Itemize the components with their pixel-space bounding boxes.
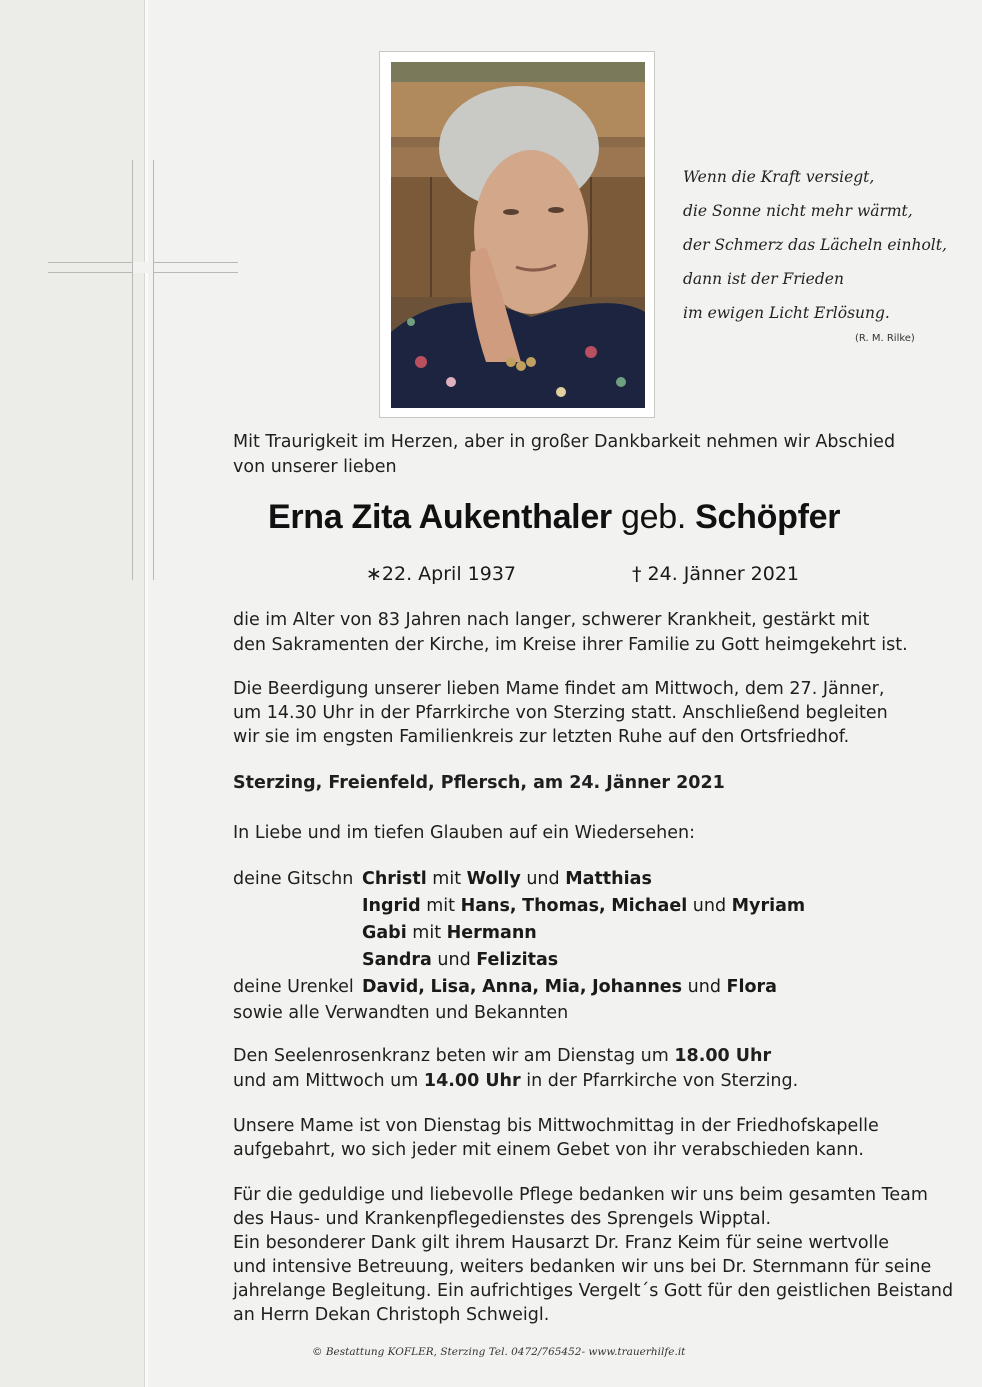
family-name: Matthias	[565, 869, 652, 889]
family-name: Hans,	[460, 896, 517, 916]
quote-line: die Sonne nicht mehr wärmt,	[683, 202, 913, 220]
rosary-text: und am Mittwoch um	[233, 1071, 419, 1091]
birth-date: ∗22. April 1937	[366, 563, 516, 585]
rosary-line	[233, 1044, 771, 1069]
family-name: Mia,	[544, 977, 587, 997]
word-und: und	[692, 896, 727, 916]
family-row	[362, 975, 777, 1000]
para4-line: jahrelange Begleitung. Ein aufrichtiges Vergelt´s Gott für den geistlichen Beistand	[233, 1281, 954, 1301]
family-name: Lisa,	[430, 977, 477, 997]
para4-line: und intensive Betreuung, weiters bedanken wir uns bei Dr. Sternmann für seine	[233, 1257, 932, 1277]
family-name: Sandra	[362, 950, 432, 970]
family-row	[362, 867, 652, 892]
word-mit: mit	[426, 896, 456, 916]
quote-line: der Schmerz das Lächeln einholt,	[683, 236, 947, 254]
rilke-quote	[683, 160, 963, 330]
family-name: Michael	[611, 896, 688, 916]
family-name: Christl	[362, 869, 427, 889]
rosary-time: 18.00 Uhr	[674, 1046, 772, 1066]
family-name: Hermann	[446, 923, 537, 943]
urenkel-label: deine Urenkel	[233, 977, 354, 997]
word-und: und	[687, 977, 721, 997]
deceased-maiden-name: Schöpfer	[695, 498, 841, 536]
portrait-illustration	[391, 62, 645, 408]
para1-line: den Sakramenten der Kirche, im Kreise ihrer Familie zu Gott heimgekehrt ist.	[233, 635, 908, 655]
family-name: Johannes	[592, 977, 683, 997]
funeral-home-footer: © Bestattung KOFLER, Sterzing Tel. 0472/765452- www.trauerhilfe.it	[312, 1346, 686, 1358]
word-mit: mit	[432, 869, 462, 889]
portrait-photo	[391, 62, 645, 408]
love-line: In Liebe und im tiefen Glauben auf ein Wiedersehen:	[233, 823, 695, 843]
others-line: sowie alle Verwandten und Bekannten	[233, 1003, 569, 1023]
word-und: und	[526, 869, 560, 889]
intro-line: Mit Traurigkeit im Herzen, aber in großer Dankbarkeit nehmen wir Abschied	[233, 432, 896, 452]
family-row	[362, 894, 805, 919]
family-name: Felizitas	[476, 950, 559, 970]
word-mit: mit	[412, 923, 442, 943]
cross-beam	[132, 160, 154, 580]
rosary-text: Den Seelenrosenkranz beten wir am Dienstag um	[233, 1046, 669, 1066]
para4-line: an Herrn Dekan Christoph Schweigl.	[233, 1305, 550, 1325]
quote-line: dann ist der Frieden	[683, 270, 844, 288]
family-name: Thomas,	[522, 896, 606, 916]
left-margin-panel	[0, 0, 146, 1387]
para3-line: Unsere Mame ist von Dienstag bis Mittwochmittag in der Friedhofskapelle	[233, 1116, 879, 1136]
rosary-time: 14.00 Uhr	[423, 1071, 521, 1091]
deceased-name	[268, 498, 840, 537]
intro-line: von unserer lieben	[233, 457, 397, 477]
para2-line: Die Beerdigung unserer lieben Mame findet am Mittwoch, dem 27. Jänner,	[233, 679, 885, 699]
cross-center	[133, 262, 153, 273]
portrait-frame	[379, 51, 655, 418]
family-name: Flora	[726, 977, 777, 997]
geb-label: geb.	[621, 498, 687, 536]
para4-line: Ein besonderer Dank gilt ihrem Hausarzt Dr. Franz Keim für seine wertvolle	[233, 1233, 890, 1253]
family-row	[362, 948, 558, 973]
place-date: Sterzing, Freienfeld, Pflersch, am 24. Jänner 2021	[233, 773, 725, 793]
death-date: † 24. Jänner 2021	[632, 563, 800, 585]
family-name: David,	[362, 977, 425, 997]
para4-line: Für die geduldige und liebevolle Pflege bedanken wir uns beim gesamten Team	[233, 1185, 928, 1205]
family-name: Wolly	[466, 869, 521, 889]
deceased-first-name: Erna Zita Aukenthaler	[268, 498, 612, 536]
para2-line: um 14.30 Uhr in der Pfarrkirche von Sterzing statt. Anschließend begleiten	[233, 703, 888, 723]
family-name: Ingrid	[362, 896, 421, 916]
para3-line: aufgebahrt, wo sich jeder mit einem Gebet von ihr verabschieden kann.	[233, 1140, 864, 1160]
quote-line: im ewigen Licht Erlösung.	[683, 304, 890, 322]
quote-author: (R. M. Rilke)	[855, 333, 915, 344]
gitschn-label: deine Gitschn	[233, 869, 354, 889]
para1-line: die im Alter von 83 Jahren nach langer, schwerer Krankheit, gestärkt mit	[233, 610, 870, 630]
para2-line: wir sie im engsten Familienkreis zur letzten Ruhe auf den Ortsfriedhof.	[233, 727, 850, 747]
family-name: Myriam	[731, 896, 806, 916]
family-name: Gabi	[362, 923, 407, 943]
word-und: und	[437, 950, 471, 970]
family-row	[362, 921, 537, 946]
rosary-line	[233, 1069, 798, 1094]
rosary-text: in der Pfarrkirche von Sterzing.	[526, 1071, 799, 1091]
quote-line: Wenn die Kraft versiegt,	[683, 168, 875, 186]
para4-line: des Haus- und Krankenpflegedienstes des Sprengels Wipptal.	[233, 1209, 772, 1229]
family-name: Anna,	[482, 977, 540, 997]
